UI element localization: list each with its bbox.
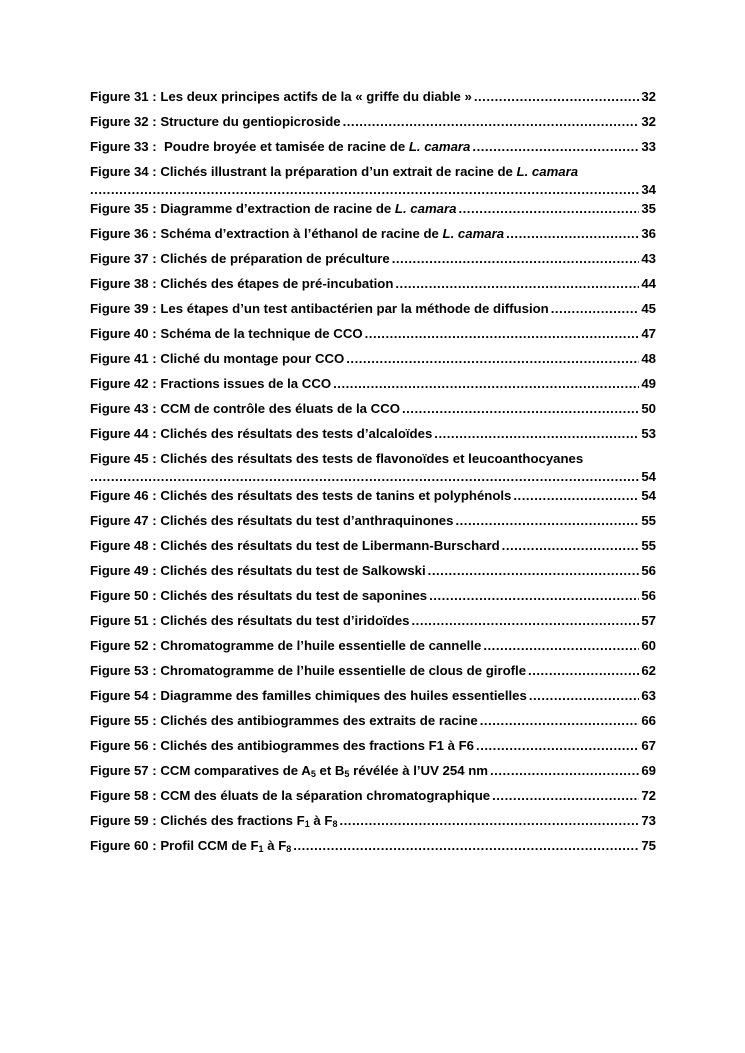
entry-title: Figure 42 : Fractions issues de la CCO	[90, 376, 332, 391]
entry-title: Figure 43 : CCM de contrôle des éluats de la CCO	[90, 401, 400, 416]
toc-entry-figure-53[interactable]	[90, 663, 656, 688]
entry-title: Figure 34 : Clichés illustrant la préparation d’un extrait de racine de L. camara	[90, 164, 579, 179]
toc-entry-figure-47[interactable]	[90, 513, 656, 538]
species-name: L. camara	[442, 226, 505, 241]
toc-entry-figure-57[interactable]	[90, 763, 656, 788]
page-number: 32	[641, 89, 656, 104]
toc-entry-figure-51[interactable]	[90, 613, 656, 638]
page-number: 53	[641, 426, 656, 441]
entry-title: Figure 38 : Clichés des étapes de pré-incubation	[90, 276, 394, 291]
toc-entry-figure-58[interactable]	[90, 788, 656, 813]
entry-title: Figure 45 : Clichés des résultats des tests de flavonoïdes et leucoanthocyanes	[90, 451, 584, 466]
toc-entry-figure-37[interactable]	[90, 251, 656, 276]
page-number: 55	[641, 513, 656, 528]
entry-title: Figure 41 : Cliché du montage pour CCO	[90, 351, 345, 366]
entry-title: Figure 58 : CCM des éluats de la séparation chromatographique	[90, 788, 491, 803]
dot-leader	[529, 688, 639, 703]
toc-entry-figure-54[interactable]	[90, 688, 656, 713]
page-number: 57	[641, 613, 656, 628]
page-number: 43	[641, 251, 656, 266]
dot-leader	[490, 763, 639, 778]
toc-entry-figure-60[interactable]	[90, 838, 656, 863]
entry-title: Figure 51 : Clichés des résultats du test d’iridoïdes	[90, 613, 410, 628]
page-number: 56	[641, 588, 656, 603]
dot-leader	[455, 513, 639, 528]
dot-leader	[346, 351, 639, 366]
toc-entry-figure-48[interactable]	[90, 538, 656, 563]
dot-leader	[343, 114, 640, 129]
page-number: 62	[641, 663, 656, 678]
entry-title: Figure 52 : Chromatogramme de l’huile essentielle de cannelle	[90, 638, 482, 653]
toc-entry-figure-55[interactable]	[90, 713, 656, 738]
dot-leader	[412, 613, 640, 628]
toc-entry-figure-42[interactable]	[90, 376, 656, 401]
dot-leader	[90, 182, 639, 197]
dot-leader	[551, 301, 640, 316]
species-name: L. camara	[394, 201, 457, 216]
entry-title: Figure 40 : Schéma de la technique de CCO	[90, 326, 363, 341]
dot-leader	[483, 638, 639, 653]
page-number: 56	[641, 563, 656, 578]
dot-leader	[492, 788, 639, 803]
entry-title: Figure 35 : Diagramme d’extraction de racine de L. camara	[90, 201, 457, 216]
entry-title: Figure 60 : Profil CCM de $F_1$ à $F_8$	[90, 838, 292, 854]
entry-title: Figure 33 : Poudre broyée et tamisée de racine de L. camara	[90, 139, 471, 154]
dot-leader	[402, 401, 639, 416]
page-number: 66	[641, 713, 656, 728]
page-number: 67	[641, 738, 656, 753]
dot-leader	[90, 469, 639, 484]
dot-leader	[513, 488, 639, 503]
dot-leader	[502, 538, 640, 553]
toc-entry-figure-35[interactable]	[90, 201, 656, 226]
page-number: 54	[641, 469, 656, 484]
entry-title: Figure 56 : Clichés des antibiogrammes des fractions F1 à F6	[90, 738, 475, 753]
page-number: 44	[641, 276, 656, 291]
toc-entry-figure-32[interactable]	[90, 114, 656, 139]
entry-title: Figure 44 : Clichés des résultats des tests d’alcaloïdes	[90, 426, 433, 441]
entry-title: Figure 31 : Les deux principes actifs de la « griffe du diable »	[90, 89, 472, 104]
page-number: 33	[641, 139, 656, 154]
dot-leader	[506, 226, 639, 241]
dot-leader	[392, 251, 640, 266]
page-number: 72	[641, 788, 656, 803]
entry-title: Figure 46 : Clichés des résultats des tests de tanins et polyphénols	[90, 488, 512, 503]
toc-entry-figure-41[interactable]	[90, 351, 656, 376]
dot-leader	[365, 326, 640, 341]
dot-leader	[474, 89, 640, 104]
page-number: 48	[641, 351, 656, 366]
entry-title: Figure 39 : Les étapes d’un test antibactérien par la méthode de diffusion	[90, 301, 549, 316]
dot-leader	[458, 201, 639, 216]
toc-entry-figure-52[interactable]	[90, 638, 656, 663]
page-number: 47	[641, 326, 656, 341]
page-number: 75	[641, 838, 656, 853]
toc-entry-figure-43[interactable]	[90, 401, 656, 426]
page-number: 55	[641, 538, 656, 553]
entry-title: Figure 57 : CCM comparatives de $A_5$ et $B_5$ révélée à l’UV 254 nm	[90, 763, 488, 779]
page-number: 63	[641, 688, 656, 703]
dot-leader	[429, 588, 639, 603]
toc-entry-figure-59[interactable]	[90, 813, 656, 838]
dot-leader	[434, 426, 639, 441]
dot-leader	[339, 813, 639, 828]
entry-title: Figure 50 : Clichés des résultats du test de saponines	[90, 588, 428, 603]
dot-leader	[476, 738, 639, 753]
toc-entry-figure-31[interactable]	[90, 89, 656, 114]
page-number: 34	[641, 182, 656, 197]
page-number: 36	[641, 226, 656, 241]
entry-title: Figure 36 : Schéma d’extraction à l’éthanol de racine de L. camara	[90, 226, 505, 241]
entry-title: Figure 48 : Clichés des résultats du test de Libermann-Burschard	[90, 538, 500, 553]
page-number: 35	[641, 201, 656, 216]
page-number: 50	[641, 401, 656, 416]
entry-title: Figure 54 : Diagramme des familles chimiques des huiles essentielles	[90, 688, 527, 703]
entry-title: Figure 49 : Clichés des résultats du test de Salkowski	[90, 563, 426, 578]
page-number: 54	[641, 488, 656, 503]
entry-title: Figure 53 : Chromatogramme de l’huile essentielle de clous de girofle	[90, 663, 527, 678]
toc-entry-figure-34[interactable]	[90, 164, 656, 201]
dot-leader	[333, 376, 639, 391]
entry-title: Figure 32 : Structure du gentiopicroside	[90, 114, 341, 129]
toc-entry-figure-33[interactable]	[90, 139, 656, 164]
entry-title: Figure 37 : Clichés de préparation de préculture	[90, 251, 390, 266]
toc-entry-figure-45[interactable]	[90, 451, 656, 488]
page-number: 32	[641, 114, 656, 129]
toc-entry-figure-39[interactable]	[90, 301, 656, 326]
toc-entry-figure-44[interactable]	[90, 426, 656, 451]
species-name: L. camara	[408, 139, 471, 154]
list-of-figures	[90, 89, 656, 863]
toc-entry-figure-56[interactable]	[90, 738, 656, 763]
species-name: L. camara	[516, 164, 579, 179]
entry-title: Figure 59 : Clichés des fractions $F_1$ à $F_8$	[90, 813, 338, 829]
entry-title: Figure 55 : Clichés des antibiogrammes des extraits de racine	[90, 713, 478, 728]
toc-entry-figure-40[interactable]	[90, 326, 656, 351]
dot-leader	[472, 139, 639, 154]
toc-entry-figure-36[interactable]	[90, 226, 656, 251]
page-number: 60	[641, 638, 656, 653]
page-number: 69	[641, 763, 656, 778]
toc-entry-figure-46[interactable]	[90, 488, 656, 513]
page-number: 73	[641, 813, 656, 828]
dot-leader	[293, 838, 639, 853]
dot-leader	[395, 276, 639, 291]
entry-title: Figure 47 : Clichés des résultats du test d’anthraquinones	[90, 513, 454, 528]
dot-leader	[528, 663, 639, 678]
toc-entry-figure-50[interactable]	[90, 588, 656, 613]
toc-entry-figure-49[interactable]	[90, 563, 656, 588]
page-number: 45	[641, 301, 656, 316]
dot-leader	[480, 713, 640, 728]
dot-leader	[428, 563, 640, 578]
page-number: 49	[641, 376, 656, 391]
toc-entry-figure-38[interactable]	[90, 276, 656, 301]
